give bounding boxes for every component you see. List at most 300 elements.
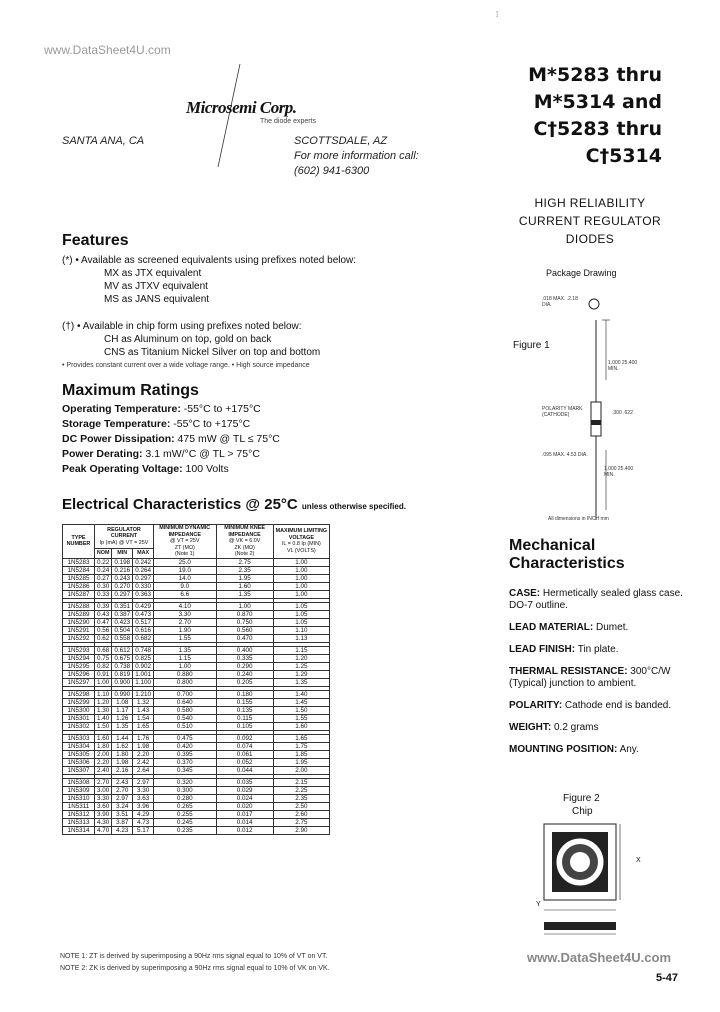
- table-cell: 0.135: [216, 706, 273, 714]
- mech-label: POLARITY:: [509, 700, 563, 711]
- rating-value: -55°C to +175°C: [170, 418, 251, 430]
- table-cell: 1.85: [273, 750, 329, 758]
- table-cell: 1.00: [95, 678, 112, 686]
- dim-lead-2: 1.000 25.400 MIN.: [604, 466, 634, 478]
- th-knee: MINIMUM KNEE IMPEDANCE @ VK = 6.0V ZK (MΩ) (Note 2): [216, 525, 273, 559]
- electrical-heading: [62, 496, 406, 513]
- table-row: [63, 566, 330, 574]
- table-cell: 0.43: [95, 610, 112, 618]
- table-cell: 2.75: [273, 818, 329, 826]
- table-cell: 0.014: [216, 818, 273, 826]
- table-cell: 0.300: [154, 786, 217, 794]
- table-row: [63, 714, 330, 722]
- polarity-label: POLARITY MARK (CATHODE): [542, 406, 583, 418]
- table-cell: 3.30: [95, 794, 112, 802]
- table-cell: 1N5296: [63, 670, 95, 678]
- part-line: M*5314 and: [533, 91, 662, 113]
- info-line: For more information call:: [294, 150, 419, 162]
- feature-item: CH as Aluminum on top, gold on back: [104, 334, 272, 345]
- table-cell: 1.05: [273, 610, 329, 618]
- th-type: TYPE NUMBER: [63, 525, 95, 559]
- rating-item: [62, 417, 362, 432]
- table-cell: 4.70: [95, 826, 112, 834]
- table-cell: 1N5294: [63, 654, 95, 662]
- table-cell: 3.30: [133, 786, 154, 794]
- table-cell: 0.020: [216, 802, 273, 810]
- table-cell: 4.30: [95, 818, 112, 826]
- table-cell: 0.029: [216, 786, 273, 794]
- table-cell: 1.00: [273, 582, 329, 590]
- table-cell: 2.97: [133, 778, 154, 786]
- table-cell: 1N5297: [63, 678, 95, 686]
- table-row: [63, 626, 330, 634]
- table-row: [63, 786, 330, 794]
- table-cell: 0.675: [112, 654, 133, 662]
- subtitle-line: HIGH RELIABILITY: [534, 196, 646, 210]
- table-row: [63, 706, 330, 714]
- table-cell: 1N5286: [63, 582, 95, 590]
- table-cell: 1N5314: [63, 826, 95, 834]
- table-cell: 1.20: [95, 698, 112, 706]
- table-cell: 1.80: [95, 742, 112, 750]
- table-cell: 0.902: [133, 662, 154, 670]
- table-cell: 2.20: [133, 750, 154, 758]
- table-cell: 1N5283: [63, 558, 95, 566]
- table-cell: 1N5293: [63, 646, 95, 654]
- city-right: SCOTTSDALE, AZ: [294, 135, 388, 147]
- table-cell: 1N5299: [63, 698, 95, 706]
- table-cell: 0.900: [112, 678, 133, 686]
- feature-dagger-line: (†) • Available in chip form using prefixes noted below:: [62, 321, 302, 332]
- table-cell: 1.100: [133, 678, 154, 686]
- table-cell: 0.75: [95, 654, 112, 662]
- th-limiting: MAXIMUM LIMITING VOLTAGE IL = 0.8 Ip (MIN) VL (VOLTS): [273, 525, 329, 559]
- table-row: [63, 690, 330, 698]
- mech-value: 300°C/W (Typical) junction to ambient.: [509, 666, 671, 689]
- table-cell: 0.800: [154, 678, 217, 686]
- table-cell: 1.55: [154, 634, 217, 642]
- table-cell: 0.216: [112, 566, 133, 574]
- table-row: [63, 670, 330, 678]
- mech-label: THERMAL RESISTANCE:: [509, 666, 628, 677]
- table-cell: 2.42: [133, 758, 154, 766]
- table-cell: 1.00: [216, 602, 273, 610]
- ratings-heading: Maximum Ratings: [62, 382, 199, 399]
- table-cell: 0.243: [112, 574, 133, 582]
- table-row: [63, 698, 330, 706]
- feature-item: MS as JANS equivalent: [104, 294, 210, 305]
- table-cell: 1.00: [273, 566, 329, 574]
- table-cell: 0.470: [216, 634, 273, 642]
- table-cell: 2.16: [112, 766, 133, 774]
- table-cell: 1.35: [112, 722, 133, 730]
- table-cell: 0.395: [154, 750, 217, 758]
- table-cell: 1.210: [133, 690, 154, 698]
- table-cell: 1.60: [273, 722, 329, 730]
- mech-value: Tin plate.: [575, 644, 619, 655]
- table-cell: 4.29: [133, 810, 154, 818]
- feature-footnote: • Provides constant current over a wide voltage range. • High source impedance: [62, 362, 310, 369]
- company-tagline: The diode experts: [260, 118, 317, 125]
- table-cell: 1.05: [273, 602, 329, 610]
- table-cell: 0.012: [216, 826, 273, 834]
- mech-value: Dumet.: [593, 622, 629, 633]
- table-cell: 2.60: [273, 810, 329, 818]
- mech-item: [509, 722, 695, 734]
- table-cell: 6.6: [154, 590, 217, 598]
- figure-1-label: Figure 1: [513, 340, 550, 351]
- table-cell: 1.15: [154, 654, 217, 662]
- table-cell: 1.95: [216, 574, 273, 582]
- table-cell: 1N5284: [63, 566, 95, 574]
- table-cell: 1.45: [273, 698, 329, 706]
- rating-item: [62, 402, 362, 417]
- table-cell: 0.510: [154, 722, 217, 730]
- table-row: [63, 818, 330, 826]
- table-cell: 1.55: [273, 714, 329, 722]
- table-cell: 3.96: [133, 802, 154, 810]
- table-cell: 1.75: [273, 742, 329, 750]
- table-cell: 2.70: [95, 778, 112, 786]
- rating-item: [62, 447, 362, 462]
- feature-star-line: (*) • Available as screened equivalents using prefixes noted below:: [62, 255, 357, 266]
- table-cell: 0.363: [133, 590, 154, 598]
- package-title: Package Drawing: [546, 268, 617, 278]
- table-cell: 0.105: [216, 722, 273, 730]
- chip-y-label: Y: [536, 901, 541, 908]
- table-cell: 2.15: [273, 778, 329, 786]
- table-cell: 0.061: [216, 750, 273, 758]
- table-cell: 0.235: [154, 826, 217, 834]
- table-cell: 1.98: [133, 742, 154, 750]
- table-row: [63, 742, 330, 750]
- table-cell: 1.10: [95, 690, 112, 698]
- dimension-note: All dimensions in INCH mm: [548, 516, 609, 522]
- rating-label: DC Power Dissipation:: [62, 433, 175, 445]
- table-cell: 3.51: [112, 810, 133, 818]
- mech-title-line: Characteristics: [509, 555, 625, 572]
- table-cell: 1.00: [273, 558, 329, 566]
- feature-item: MX as JTX equivalent: [104, 268, 202, 279]
- table-row: [63, 634, 330, 642]
- mech-item: [509, 700, 695, 712]
- table-cell: 0.423: [112, 618, 133, 626]
- table-row: [63, 758, 330, 766]
- table-cell: 1.001: [133, 670, 154, 678]
- table-row: [63, 766, 330, 774]
- table-cell: 1N5306: [63, 758, 95, 766]
- rating-value: 3.1 mW/°C @ TL > 75°C: [142, 448, 260, 460]
- table-cell: 1N5302: [63, 722, 95, 730]
- table-cell: 0.640: [154, 698, 217, 706]
- mechanical-heading: [509, 537, 625, 573]
- table-cell: 0.205: [216, 678, 273, 686]
- watermark: www.DataSheet4U.com: [44, 43, 171, 57]
- table-cell: 1N5303: [63, 734, 95, 742]
- table-cell: 1.62: [112, 742, 133, 750]
- note-1: NOTE 1: ZT is derived by superimposing a 90Hz rms signal equal to 10% of VT on VT.: [60, 953, 328, 960]
- mech-item: [509, 644, 695, 656]
- table-cell: 0.91: [95, 670, 112, 678]
- table-cell: 1N5307: [63, 766, 95, 774]
- table-cell: 0.819: [112, 670, 133, 678]
- table-cell: 1.13: [273, 634, 329, 642]
- table-cell: 1N5290: [63, 618, 95, 626]
- electrical-table: [62, 524, 330, 835]
- table-cell: 1N5291: [63, 626, 95, 634]
- table-row: [63, 646, 330, 654]
- table-cell: 0.044: [216, 766, 273, 774]
- table-cell: 1.00: [154, 662, 217, 670]
- table-cell: 0.420: [154, 742, 217, 750]
- table-cell: 1.90: [154, 626, 217, 634]
- table-cell: 0.750: [216, 618, 273, 626]
- table-row: [63, 734, 330, 742]
- table-cell: 1N5289: [63, 610, 95, 618]
- table-cell: 0.47: [95, 618, 112, 626]
- table-cell: 1N5288: [63, 602, 95, 610]
- table-cell: 19.0: [154, 566, 217, 574]
- table-cell: 3.90: [95, 810, 112, 818]
- table-cell: 1N5308: [63, 778, 95, 786]
- table-cell: 0.558: [112, 634, 133, 642]
- table-row: [63, 802, 330, 810]
- table-row: [63, 662, 330, 670]
- table-cell: 0.22: [95, 558, 112, 566]
- mechanical-list: [509, 588, 695, 756]
- table-row: [63, 778, 330, 786]
- table-cell: 1.08: [112, 698, 133, 706]
- table-cell: 3.00: [95, 786, 112, 794]
- part-line: C†5314: [585, 145, 662, 167]
- mech-label: LEAD MATERIAL:: [509, 622, 594, 633]
- table-cell: 0.052: [216, 758, 273, 766]
- table-cell: 1N5313: [63, 818, 95, 826]
- table-cell: 2.70: [112, 786, 133, 794]
- table-cell: 0.560: [216, 626, 273, 634]
- table-cell: 1.44: [112, 734, 133, 742]
- electrical-qualifier: unless otherwise specified.: [301, 502, 406, 511]
- table-cell: 0.580: [154, 706, 217, 714]
- table-cell: 1.29: [273, 670, 329, 678]
- table-cell: 0.035: [216, 778, 273, 786]
- product-subtitle: [500, 194, 680, 248]
- table-cell: 1N5310: [63, 794, 95, 802]
- part-line: C†5283 thru: [533, 118, 662, 140]
- table-cell: 0.517: [133, 618, 154, 626]
- rating-label: Storage Temperature:: [62, 418, 171, 430]
- th-min: MIN: [112, 549, 133, 558]
- table-cell: 2.43: [112, 778, 133, 786]
- table-cell: 0.39: [95, 602, 112, 610]
- table-cell: 1.35: [216, 590, 273, 598]
- table-cell: 1N5285: [63, 574, 95, 582]
- table-cell: 1.15: [273, 646, 329, 654]
- rating-value: -55°C to +175°C: [180, 403, 261, 415]
- table-cell: 0.255: [154, 810, 217, 818]
- table-cell: 2.00: [273, 766, 329, 774]
- table-cell: 1.65: [133, 722, 154, 730]
- table-cell: 1.32: [133, 698, 154, 706]
- table-cell: 2.25: [273, 786, 329, 794]
- table-cell: 1.00: [273, 590, 329, 598]
- table-cell: 0.748: [133, 646, 154, 654]
- table-cell: 0.473: [133, 610, 154, 618]
- table-cell: 2.20: [95, 758, 112, 766]
- watermark-bottom: www.DataSheet4U.com: [527, 950, 672, 965]
- table-cell: 0.270: [112, 582, 133, 590]
- table-row: [63, 610, 330, 618]
- th-regulator: REGULATOR CURRENT Ip (mA) @ VT = 25V: [95, 525, 154, 549]
- table-cell: 2.97: [112, 794, 133, 802]
- table-row: [63, 590, 330, 598]
- body-length: .300 .622: [612, 410, 633, 416]
- table-cell: 9.0: [154, 582, 217, 590]
- table-cell: 0.33: [95, 590, 112, 598]
- table-cell: 0.345: [154, 766, 217, 774]
- table-cell: 0.297: [112, 590, 133, 598]
- table-cell: 1.26: [112, 714, 133, 722]
- table-cell: 0.30: [95, 582, 112, 590]
- chip-title: Chip: [572, 806, 593, 817]
- table-cell: 1N5292: [63, 634, 95, 642]
- body-diameter: .095 MAX. 4.53 DIA.: [542, 452, 588, 458]
- table-cell: 3.87: [112, 818, 133, 826]
- table-cell: 0.335: [216, 654, 273, 662]
- mech-value: Any.: [617, 744, 639, 755]
- corner-mark: ⁞: [496, 10, 499, 19]
- table-cell: 2.70: [154, 618, 217, 626]
- table-cell: 5.17: [133, 826, 154, 834]
- table-cell: 1.98: [112, 758, 133, 766]
- table-cell: 1.43: [133, 706, 154, 714]
- table-cell: 0.198: [112, 558, 133, 566]
- company-logo: Microsemi Corp.: [186, 98, 297, 117]
- table-cell: 1.60: [95, 734, 112, 742]
- table-row: [63, 826, 330, 834]
- figure-2-label: Figure 2: [563, 793, 600, 804]
- table-cell: 2.75: [216, 558, 273, 566]
- table-cell: 1.25: [273, 662, 329, 670]
- table-cell: 0.024: [216, 794, 273, 802]
- table-cell: 0.990: [112, 690, 133, 698]
- features-heading: Features: [62, 232, 129, 249]
- rating-label: Operating Temperature:: [62, 403, 181, 415]
- phone-number: (602) 941-6300: [294, 165, 370, 177]
- table-cell: 0.290: [216, 662, 273, 670]
- table-row: [63, 618, 330, 626]
- table-cell: 0.82: [95, 662, 112, 670]
- table-cell: 2.35: [216, 566, 273, 574]
- table-row: [63, 654, 330, 662]
- table-cell: 1.50: [95, 722, 112, 730]
- part-line: M*5283 thru: [528, 64, 662, 86]
- table-cell: 0.092: [216, 734, 273, 742]
- table-cell: 1.10: [273, 626, 329, 634]
- table-cell: 1.35: [273, 678, 329, 686]
- table-cell: 2.90: [273, 826, 329, 834]
- rating-value: 100 Volts: [182, 463, 229, 475]
- table-cell: 0.245: [154, 818, 217, 826]
- table-cell: 1.00: [273, 574, 329, 582]
- mech-label: MOUNTING POSITION:: [509, 744, 618, 755]
- table-row: [63, 722, 330, 730]
- table-row: [63, 582, 330, 590]
- mech-item: [509, 588, 695, 612]
- table-cell: 0.504: [112, 626, 133, 634]
- table-cell: 0.616: [133, 626, 154, 634]
- table-cell: 0.280: [154, 794, 217, 802]
- table-cell: 0.68: [95, 646, 112, 654]
- th-nom: NOM: [95, 549, 112, 558]
- table-cell: 14.0: [154, 574, 217, 582]
- table-row: [63, 810, 330, 818]
- rating-value: 475 mW @ TL ≤ 75°C: [174, 433, 280, 445]
- table-cell: 0.180: [216, 690, 273, 698]
- table-cell: 0.351: [112, 602, 133, 610]
- table-cell: 1.80: [112, 750, 133, 758]
- mech-value: 0.2 grams: [551, 722, 599, 733]
- table-cell: 0.400: [216, 646, 273, 654]
- table-cell: 1N5309: [63, 786, 95, 794]
- table-cell: 0.612: [112, 646, 133, 654]
- table-cell: 1.54: [133, 714, 154, 722]
- electrical-title: Electrical Characteristics @ 25°C: [62, 496, 298, 513]
- mech-title-line: Mechanical: [509, 537, 596, 554]
- mech-item: [509, 666, 695, 690]
- subtitle-line: DIODES: [565, 232, 615, 246]
- table-cell: 1N5305: [63, 750, 95, 758]
- mech-label: CASE:: [509, 588, 541, 599]
- feature-item: CNS as Titanium Nickel Silver on top and bottom: [104, 347, 321, 358]
- table-cell: 0.370: [154, 758, 217, 766]
- table-cell: 0.56: [95, 626, 112, 634]
- city-left: SANTA ANA, CA: [62, 135, 145, 147]
- table-cell: 1.95: [273, 758, 329, 766]
- table-cell: 4.73: [133, 818, 154, 826]
- table-cell: 1.20: [273, 654, 329, 662]
- table-cell: 0.825: [133, 654, 154, 662]
- rating-item: [62, 432, 362, 447]
- table-cell: 1.35: [154, 646, 217, 654]
- note-2: NOTE 2: ZK is derived by superimposing a 90Hz rms signal equal to 10% of VK on VK.: [60, 965, 330, 972]
- mech-item: [509, 622, 695, 634]
- table-cell: 3.24: [112, 802, 133, 810]
- feature-item: MV as JTXV equivalent: [104, 281, 208, 292]
- table-cell: 1N5287: [63, 590, 95, 598]
- table-cell: 0.700: [154, 690, 217, 698]
- table-cell: 0.265: [154, 802, 217, 810]
- table-cell: 0.880: [154, 670, 217, 678]
- table-cell: 0.115: [216, 714, 273, 722]
- table-cell: 3.60: [95, 802, 112, 810]
- table-cell: 0.264: [133, 566, 154, 574]
- table-cell: 0.475: [154, 734, 217, 742]
- table-cell: 0.242: [133, 558, 154, 566]
- table-cell: 1.76: [133, 734, 154, 742]
- page-number: 5-47: [656, 972, 679, 984]
- table-cell: 1N5300: [63, 706, 95, 714]
- th-max: MAX: [133, 549, 154, 558]
- table-row: [63, 794, 330, 802]
- part-number-title: [442, 62, 662, 170]
- table-cell: 1.50: [273, 706, 329, 714]
- mech-label: LEAD FINISH:: [509, 644, 576, 655]
- rating-item: [62, 462, 362, 477]
- table-cell: 1N5298: [63, 690, 95, 698]
- table-cell: 3.30: [154, 610, 217, 618]
- table-row: [63, 574, 330, 582]
